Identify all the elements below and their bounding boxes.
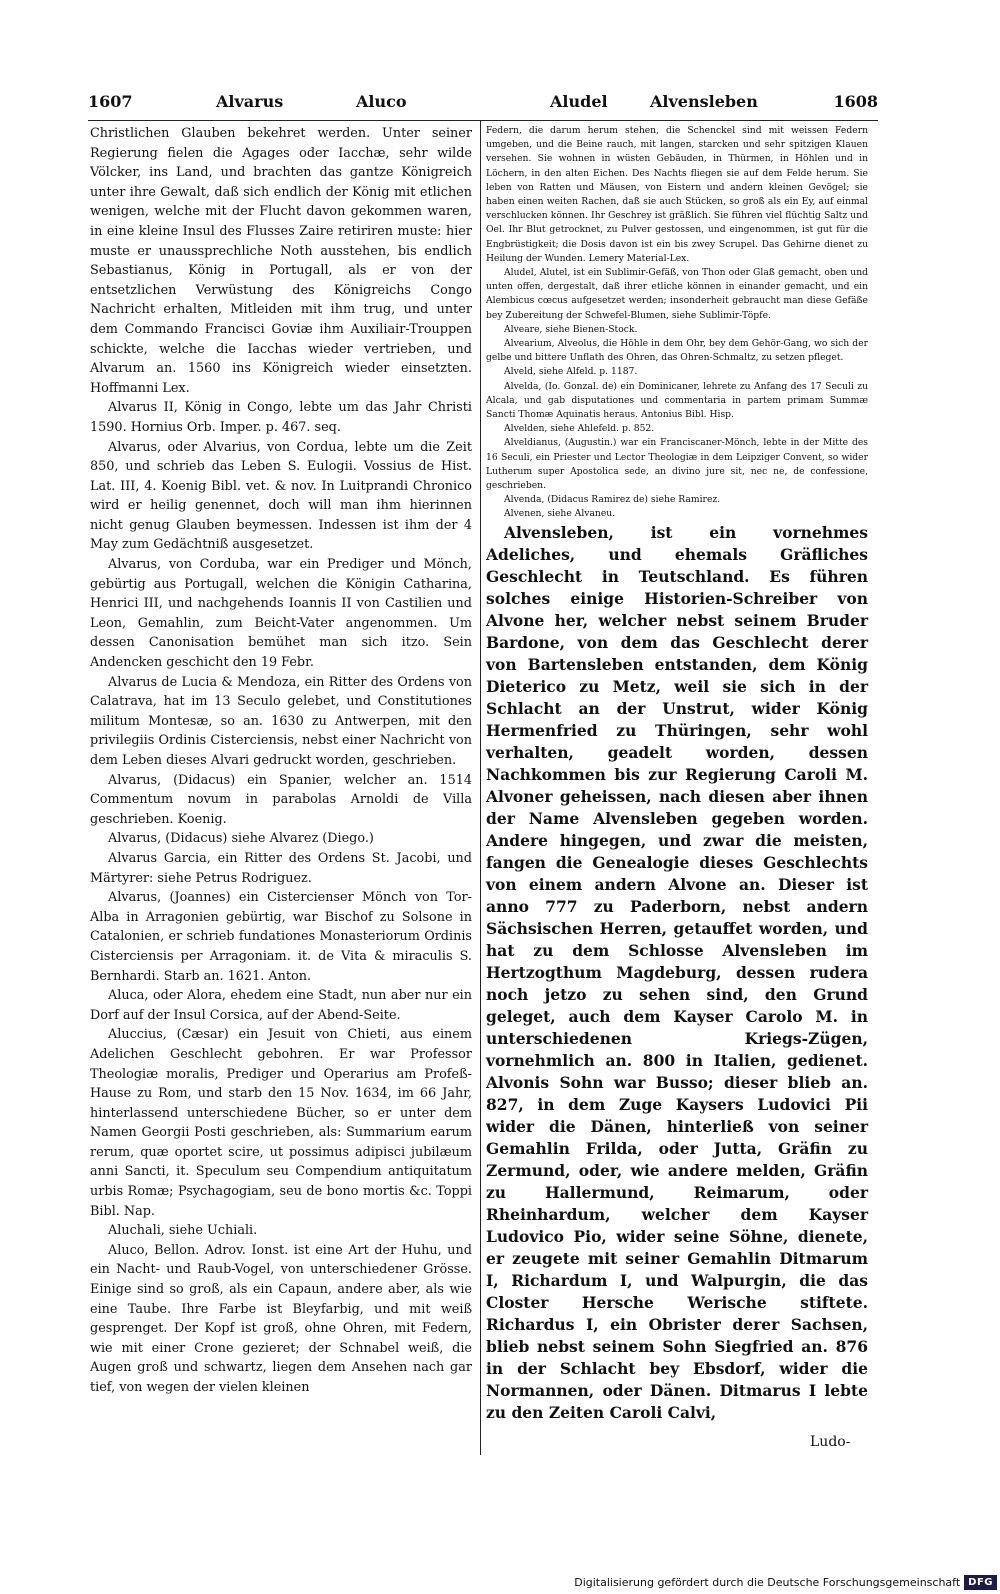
right-entry: Alveldianus, (Augustin.) war ein Franciscaner-Mönch, lebte in der Mitte des 16 Seculi, ein Priester und Lector Theologiæ in dem Leipziger Convent, so wider Lutherum super Apostolica sede, an divino jure sit, nec ne, de confessione, geschrieben. [486, 437, 868, 492]
left-entry: Alvarus, von Corduba, war ein Prediger und Mönch, gebürtig aus Portugall, welchen die Königin Catharina, Henrici III, und nachgehends Ioannis II von Castilien und Leon, Gemahlin, zum Beicht-Vater angenommen. Um dessen Canonisation bemühet man sich itzo. Sein Andencken geschicht den 19 Febr. [90, 557, 472, 671]
footer-text: Digitalisierung gefördert durch die Deutsche Forschungsgemeinschaft [574, 1575, 961, 1589]
header-word-2: Aluco [356, 92, 407, 111]
header-word-1: Alvarus [216, 92, 284, 111]
left-entry: Alvarus, (Didacus) ein Spanier, welcher an. 1514 Commentum novum in parabolas Arnoldi de Villa geschrieben. Koenig. [90, 772, 472, 827]
page-number-left: 1607 [88, 92, 133, 111]
header-rule [88, 120, 878, 121]
right-entry: Alveare, siehe Bienen-Stock. [504, 323, 638, 335]
column-divider [480, 120, 481, 1455]
left-entry: Alvarus, (Didacus) siehe Alvarez (Diego.) [108, 831, 374, 847]
footer-credit [574, 1573, 997, 1591]
left-entry: Alvarus de Lucia & Mendoza, ein Ritter des Ordens von Calatrava, hat im 13 Seculo gelebet, und Constitutiones militum Montesæ, so an. 1630 zu Antwerpen, mit den privilegiis Ordinis Cisterciensis, nebst einer Nachricht von dem Leben dieses Alvari gedruckt worden, geschrieben. [90, 674, 472, 768]
header-word-3: Aludel [550, 92, 608, 111]
left-entry: Alvarus, (Joannes) ein Cistercienser Mönch von Tor-Alba in Arragonien gebürtig, war Bischof zu Solsone in Catalonien, er schrieb fundationes Monasteriorum Ordinis Cisterciensis per Arragoniam. it. de Vita & miraculis S. Bernhardi. Starb an. 1621. Anton. [90, 890, 472, 984]
left-entry: Aluca, oder Alora, ehedem eine Stadt, nun aber nur ein Dorf auf der Insul Corsica, auf der Abend-Seite. [90, 988, 472, 1023]
left-entry: Christlichen Glauben bekehret werden. Unter seiner Regierung fielen die Agages oder Iacchæ, sehr wilde Völcker, ins Land, und brachten das gantze Königreich unter ihre Gewalt, daß sich endlich der König mit etlichen wenigen, welche mit der Flucht davon gekommen waren, in eine kleine Insul des Flusses Zaire retiriren muste: hier muste er unaussprechliche Noth ausstehen, bis endlich Sebastianus, König in Portugall, als er von der entsetzlichen Verwüstung des Königreichs Congo Nachricht erhalten, Mitleiden mit ihm trug, und unter dem Commando Francisci Goviæ ihm Auxiliair-Trouppen schickte, welche die Iacchas wieder vertrieben, und Alvarum an. 1560 ins Königreich wieder einsetzten. Hoffmanni Lex. [90, 126, 472, 396]
right-entry-alvensleben: Alvensleben, ist ein vornehmes Adeliches, und ehemals Gräfliches Geschlecht in Teutschland. Es führen solches einige Historien-Schreiber von Alvone her, welcher nebst seinem Bruder Bardone, von dem das Geschlecht derer von Bartensleben entstanden, dem König Dieterico zu Metz, weil sie sich in der Schlacht an der Unstrut, wider König Hermenfried zu Thüringen, sehr wohl verhalten, geadelt worden, dessen Nachkommen bis zur Regierung Caroli M. Alvoner geheissen, nach diesen aber ihnen der Name Alvensleben gegeben worden. Andere hingegen, und zwar die meisten, fangen die Genealogie dieses Geschlechts von einem andern Alvone an. Dieser ist anno 777 zu Paderborn, nebst andern Sächsischen Herren, getauffet worden, und hat zu dem Schlosse Alvensleben im Hertzogthum Magdeburg, dessen rudera noch jetzo zu sehen sind, den Grund geleget, auch dem Kayser Carolo M. in unterschiedenen Kriegs-Zügen, vornehmlich an. 800 in Italien, gedienet. Alvonis Sohn war Busso; dieser blieb an. 827, in dem Zuge Kaysers Ludovici Pii wider die Dänen, hinterließ von seiner Gemahlin Frilda, oder Jutta, Gräfin zu Zermund, oder, wie andere melden, Gräfin zu Hallermund, Reimarum, oder Rheinhardum, welcher dem Kayser Ludovico Pio, wider seine Söhne, dienete, er zeugete mit seiner Gemahlin Ditmarum I, Richardum I, und Walpurgin, die das Closter Hersche Werische stiftete. Richardus I, ein Obrister derer Sachsen, blieb nebst seinem Sohn Siegfried an. 876 in der Schlacht bey Ebsdorf, wider die Normannen, oder Dänen. Ditmarus I lebte zu den Zeiten Caroli Calvi, [486, 522, 868, 1422]
catchword: Ludo- [810, 1434, 851, 1450]
left-entry: Alvarus II, König in Congo, lebte um das Jahr Christi 1590. Hornius Orb. Imper. p. 467. seq. [90, 400, 472, 435]
left-entry: Alvarus Garcia, ein Ritter des Ordens St. Jacobi, und Märtyrer: siehe Petrus Rodriguez. [90, 850, 472, 886]
dfg-logo-icon: DFG [964, 1575, 997, 1590]
left-entry: Aluchali, siehe Uchiali. [108, 1223, 258, 1239]
left-entry: Aluccius, (Cæsar) ein Jesuit von Chieti, aus einem Adelichen Geschlecht gebohren. Er war Professor Theologiæ moralis, Prediger und Operarius am Profeß-Hause zu Rom, und starb den 15 Nov. 1634, im 66 Jahr, hinterlassend unterschiedene Bücher, so er unter dem Namen Georgii Posti geschrieben, als: Summarium earum rerum, quæ oportet scire, ut possimus adipisci jubilæum anni Sancti, it. Speculum seu Compendium antiquitatum urbis Romæ; Psychagogiam, seu de bono mortis &c. Toppi Bibl. Nap. [90, 1027, 472, 1219]
page-header [88, 92, 878, 118]
left-entry: Alvarus, oder Alvarius, von Cordua, lebte um die Zeit 850, und schrieb das Leben S. Eulogii. Vossius de Hist. Lat. III, 4. Koenig Bibl. vet. & nov. In Luitprandi Chronico wird er heilig genennet, doch will man ihm hierinnen nicht genug Glauben beymessen. Indessen ist ihm der 4 May zum Gedächtniß ausgesetzet. [90, 439, 472, 553]
page-number-right: 1608 [833, 92, 878, 111]
right-entry: Alvelden, siehe Ahlefeld. p. 852. [504, 423, 655, 435]
right-column [486, 124, 868, 1424]
right-entry: Alvelda, (Io. Gonzal. de) ein Dominicaner, lehrete zu Anfang des 17 Seculi zu Alcala, und gab disputationes und commentaria in partem primam Summæ Sancti Thomæ Aquinatis heraus. Antonius Bibl. Hisp. [486, 380, 868, 421]
left-entry: Aluco, Bellon. Adrov. Ionst. ist eine Art der Huhu, und ein Nacht- und Raub-Vogel, von unterschiedener Grösse. Einige sind so groß, als ein Capaun, andere aber, als wie eine Taube. Ihre Farbe ist Bleyfarbig, und mit weiß gesprenget. Der Kopf ist groß, ohne Ohren, mit Federn, wie mit einer Crone gezieret; der Schnabel weiß, die Augen groß und schwartz, liegen dem Ansehen nach gar tief, von wegen der vielen kleinen [90, 1242, 472, 1395]
right-entry: Alvenen, siehe Alvaneu. [504, 508, 616, 520]
right-entry: Aludel, Alutel, ist ein Sublimir-Gefäß, von Thon oder Glaß gemacht, oben und unten offen, dergestalt, daß ihrer etliche können in einander gemacht, und ein Alembicus cœcus aufgesetzet werden; insonderheit gebraucht man diese Gefäße bey Zubereitung der Schwefel-Blumen, siehe Sublimir-Töpfe. [486, 267, 868, 321]
header-word-4: Alvensleben [650, 92, 758, 111]
right-entry: Alveld, siehe Alfeld. p. 1187. [504, 366, 638, 378]
right-entry: Alvenda, (Didacus Ramirez de) siehe Ramirez. [504, 494, 721, 506]
right-entry: Federn, die darum herum stehen, die Schenckel sind mit weissen Federn umgeben, und die Beine rauch, mit langen, starcken und sehr spitzigen Klauen versehen. Sie wohnen in wüsten Gebäuden, in Thürmen, in Höhlen und in Löchern, in den alten Eichen. Des Nachts fliegen sie auf dem Felde herum. Sie leben von Ratten und Mäusen, von Eistern und andern kleinen Gevögel; sie haben einen weiten Rachen, daß sie auch Stücken, so groß als ein Ey, auf einmal verschlucken können. Ihr Geschrey ist gräßlich. Sie führen viel flüchtig Saltz und Oel. Ihr Blut getrocknet, zu Pulver gestossen, und eingenommen, ist gut für die Engbrüstigkeit; die Dosis davon ist ein bis zwey Scrupel. Das Gehirne dienet zu Heilung der Wunden. Lemery Material-Lex. [486, 125, 868, 264]
right-entry: Alvearium, Alveolus, die Höhle in dem Ohr, bey dem Gehör-Gang, wo sich der gelbe und bittere Unflath des Ohren, das Ohren-Schmaltz, zu setzen pfleget. [486, 338, 868, 364]
left-column [90, 124, 472, 1398]
